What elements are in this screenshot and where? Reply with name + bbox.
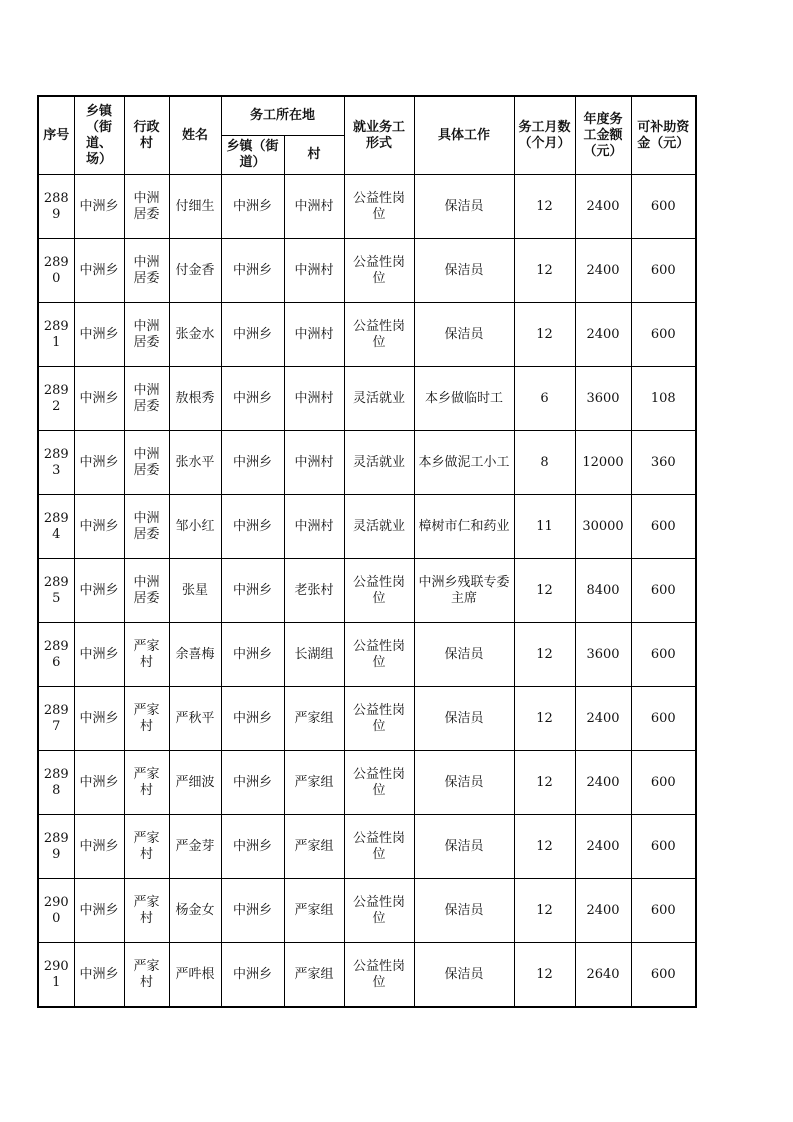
cell-job: 保洁员 <box>414 687 514 751</box>
cell-town: 中洲乡 <box>74 239 124 303</box>
cell-work-town: 中洲乡 <box>221 431 284 495</box>
cell-amount: 3600 <box>575 623 631 687</box>
cell-amount: 2400 <box>575 815 631 879</box>
cell-town: 中洲乡 <box>74 495 124 559</box>
cell-form: 公益性岗位 <box>344 815 414 879</box>
cell-name: 张水平 <box>169 431 221 495</box>
cell-village: 严家村 <box>124 751 169 815</box>
table-row <box>38 815 696 879</box>
cell-months: 12 <box>514 239 575 303</box>
cell-form: 公益性岗位 <box>344 239 414 303</box>
cell-work-town: 中洲乡 <box>221 751 284 815</box>
cell-name: 付细生 <box>169 175 221 239</box>
cell-village: 严家村 <box>124 815 169 879</box>
cell-work-town: 中洲乡 <box>221 943 284 1008</box>
cell-seq: 2894 <box>38 495 74 559</box>
cell-amount: 30000 <box>575 495 631 559</box>
cell-name: 严秋平 <box>169 687 221 751</box>
cell-work-village: 严家组 <box>284 943 344 1008</box>
cell-name: 张金水 <box>169 303 221 367</box>
cell-amount: 2400 <box>575 175 631 239</box>
cell-seq: 2889 <box>38 175 74 239</box>
table-row <box>38 239 696 303</box>
header-work-place: 务工所在地 <box>221 96 344 136</box>
cell-town: 中洲乡 <box>74 879 124 943</box>
cell-form: 灵活就业 <box>344 495 414 559</box>
cell-town: 中洲乡 <box>74 623 124 687</box>
cell-form: 公益性岗位 <box>344 303 414 367</box>
cell-work-town: 中洲乡 <box>221 495 284 559</box>
cell-name: 严吽根 <box>169 943 221 1008</box>
cell-seq: 2895 <box>38 559 74 623</box>
cell-subsidy: 600 <box>631 175 696 239</box>
cell-work-town: 中洲乡 <box>221 879 284 943</box>
cell-work-village: 严家组 <box>284 751 344 815</box>
cell-job: 保洁员 <box>414 815 514 879</box>
table-row <box>38 879 696 943</box>
cell-seq: 2899 <box>38 815 74 879</box>
cell-months: 12 <box>514 175 575 239</box>
cell-work-town: 中洲乡 <box>221 623 284 687</box>
cell-village: 中洲居委 <box>124 239 169 303</box>
cell-work-town: 中洲乡 <box>221 175 284 239</box>
cell-amount: 2400 <box>575 879 631 943</box>
cell-work-village: 老张村 <box>284 559 344 623</box>
cell-village: 中洲居委 <box>124 559 169 623</box>
header-work-town: 乡镇（街道） <box>221 136 284 175</box>
cell-town: 中洲乡 <box>74 431 124 495</box>
cell-form: 灵活就业 <box>344 367 414 431</box>
table-row <box>38 623 696 687</box>
cell-work-town: 中洲乡 <box>221 687 284 751</box>
header-subsidy: 可补助资金（元） <box>631 96 696 175</box>
cell-work-town: 中洲乡 <box>221 367 284 431</box>
cell-seq: 2900 <box>38 879 74 943</box>
cell-subsidy: 600 <box>631 751 696 815</box>
table-row <box>38 431 696 495</box>
cell-name: 邹小红 <box>169 495 221 559</box>
cell-work-village: 严家组 <box>284 687 344 751</box>
cell-work-village: 严家组 <box>284 879 344 943</box>
cell-amount: 12000 <box>575 431 631 495</box>
cell-town: 中洲乡 <box>74 175 124 239</box>
cell-subsidy: 600 <box>631 623 696 687</box>
cell-work-village: 中洲村 <box>284 239 344 303</box>
cell-months: 12 <box>514 623 575 687</box>
cell-job: 保洁员 <box>414 175 514 239</box>
table-row <box>38 751 696 815</box>
cell-months: 12 <box>514 559 575 623</box>
cell-subsidy: 600 <box>631 879 696 943</box>
cell-village: 严家村 <box>124 879 169 943</box>
cell-town: 中洲乡 <box>74 687 124 751</box>
cell-town: 中洲乡 <box>74 367 124 431</box>
employment-table <box>37 95 697 1008</box>
header-form: 就业务工形式 <box>344 96 414 175</box>
cell-name: 余喜梅 <box>169 623 221 687</box>
cell-months: 11 <box>514 495 575 559</box>
cell-work-town: 中洲乡 <box>221 559 284 623</box>
cell-job: 中洲乡残联专委主席 <box>414 559 514 623</box>
header-seq: 序号 <box>38 96 74 175</box>
cell-form: 公益性岗位 <box>344 879 414 943</box>
cell-work-village: 长湖组 <box>284 623 344 687</box>
cell-amount: 2400 <box>575 687 631 751</box>
cell-form: 公益性岗位 <box>344 751 414 815</box>
cell-town: 中洲乡 <box>74 751 124 815</box>
cell-name: 张星 <box>169 559 221 623</box>
cell-seq: 2893 <box>38 431 74 495</box>
cell-subsidy: 600 <box>631 239 696 303</box>
cell-subsidy: 600 <box>631 943 696 1008</box>
cell-village: 中洲居委 <box>124 303 169 367</box>
header-amount: 年度务工金额（元） <box>575 96 631 175</box>
header-months: 务工月数（个月） <box>514 96 575 175</box>
cell-work-town: 中洲乡 <box>221 239 284 303</box>
cell-town: 中洲乡 <box>74 815 124 879</box>
cell-form: 灵活就业 <box>344 431 414 495</box>
cell-months: 6 <box>514 367 575 431</box>
table-row <box>38 175 696 239</box>
cell-form: 公益性岗位 <box>344 943 414 1008</box>
cell-work-village: 中洲村 <box>284 367 344 431</box>
cell-amount: 2640 <box>575 943 631 1008</box>
header-job: 具体工作 <box>414 96 514 175</box>
cell-form: 公益性岗位 <box>344 687 414 751</box>
cell-amount: 2400 <box>575 239 631 303</box>
cell-village: 严家村 <box>124 687 169 751</box>
cell-subsidy: 600 <box>631 815 696 879</box>
cell-job: 保洁员 <box>414 239 514 303</box>
cell-job: 保洁员 <box>414 623 514 687</box>
cell-seq: 2891 <box>38 303 74 367</box>
table-row <box>38 303 696 367</box>
cell-months: 12 <box>514 751 575 815</box>
cell-subsidy: 600 <box>631 559 696 623</box>
cell-village: 中洲居委 <box>124 495 169 559</box>
cell-amount: 3600 <box>575 367 631 431</box>
cell-name: 严金芽 <box>169 815 221 879</box>
cell-subsidy: 600 <box>631 303 696 367</box>
cell-name: 严细波 <box>169 751 221 815</box>
cell-work-village: 中洲村 <box>284 495 344 559</box>
cell-seq: 2896 <box>38 623 74 687</box>
cell-job: 本乡做临时工 <box>414 367 514 431</box>
cell-subsidy: 108 <box>631 367 696 431</box>
header-village: 行政村 <box>124 96 169 175</box>
cell-work-village: 严家组 <box>284 815 344 879</box>
cell-name: 敖根秀 <box>169 367 221 431</box>
cell-town: 中洲乡 <box>74 559 124 623</box>
cell-job: 保洁员 <box>414 943 514 1008</box>
cell-village: 严家村 <box>124 943 169 1008</box>
cell-months: 12 <box>514 815 575 879</box>
cell-town: 中洲乡 <box>74 943 124 1008</box>
cell-seq: 2890 <box>38 239 74 303</box>
cell-subsidy: 360 <box>631 431 696 495</box>
cell-job: 本乡做泥工小工 <box>414 431 514 495</box>
cell-job: 保洁员 <box>414 751 514 815</box>
cell-form: 公益性岗位 <box>344 623 414 687</box>
cell-work-town: 中洲乡 <box>221 815 284 879</box>
cell-work-village: 中洲村 <box>284 175 344 239</box>
cell-subsidy: 600 <box>631 687 696 751</box>
table-row <box>38 559 696 623</box>
cell-job: 保洁员 <box>414 303 514 367</box>
cell-months: 12 <box>514 943 575 1008</box>
cell-village: 中洲居委 <box>124 367 169 431</box>
table-row <box>38 495 696 559</box>
table-row <box>38 943 696 1008</box>
cell-amount: 8400 <box>575 559 631 623</box>
header-town: 乡镇（街道、场） <box>74 96 124 175</box>
cell-seq: 2901 <box>38 943 74 1008</box>
cell-job: 保洁员 <box>414 879 514 943</box>
cell-name: 杨金女 <box>169 879 221 943</box>
cell-months: 8 <box>514 431 575 495</box>
cell-amount: 2400 <box>575 751 631 815</box>
cell-subsidy: 600 <box>631 495 696 559</box>
cell-village: 严家村 <box>124 623 169 687</box>
table-row <box>38 367 696 431</box>
cell-months: 12 <box>514 879 575 943</box>
header-name: 姓名 <box>169 96 221 175</box>
cell-months: 12 <box>514 303 575 367</box>
cell-amount: 2400 <box>575 303 631 367</box>
header-row <box>38 96 696 136</box>
header-work-village: 村 <box>284 136 344 175</box>
cell-village: 中洲居委 <box>124 431 169 495</box>
cell-town: 中洲乡 <box>74 303 124 367</box>
cell-work-village: 中洲村 <box>284 431 344 495</box>
cell-seq: 2898 <box>38 751 74 815</box>
cell-seq: 2892 <box>38 367 74 431</box>
cell-form: 公益性岗位 <box>344 175 414 239</box>
cell-work-town: 中洲乡 <box>221 303 284 367</box>
table-row <box>38 687 696 751</box>
cell-name: 付金香 <box>169 239 221 303</box>
cell-months: 12 <box>514 687 575 751</box>
cell-work-village: 中洲村 <box>284 303 344 367</box>
cell-village: 中洲居委 <box>124 175 169 239</box>
cell-form: 公益性岗位 <box>344 559 414 623</box>
cell-job: 樟树市仁和药业 <box>414 495 514 559</box>
cell-seq: 2897 <box>38 687 74 751</box>
